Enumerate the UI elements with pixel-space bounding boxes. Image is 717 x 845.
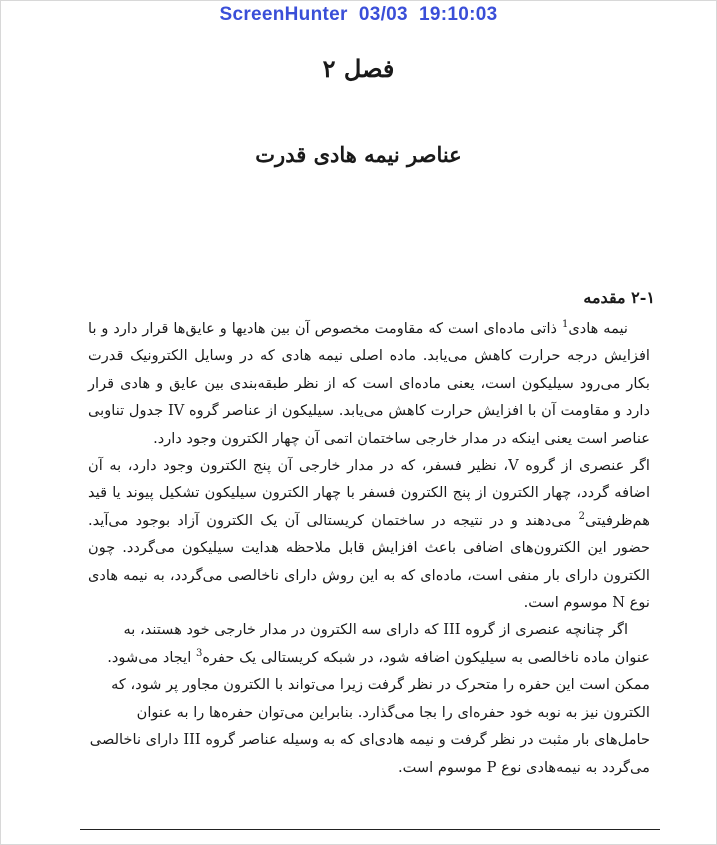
footnote-rule [80,829,660,830]
paragraph-3: اگر چنانچه عنصری از گروه III که دارای سه الکترون در مدار خارجی خود هستند، به عنوان ماده ناخالصی به سیلیکون اضافه شود، در شبکه کریستالی یک حفره$^3$ ایجاد می‌شود. ممکن است این حفره را متحرک در نظر گرفت زیرا می‌تواند با الکترون مجاور پر شود، که الکترون نیز به نوبه خود حفره‌ای را بجا می‌گذارد. بنابراین می‌توان حفره‌ها را به عنوان حامل‌های بار مثبت در نظر گرفت و نیمه هادی‌ای که به وسیله عناصر گروه III دارای ناخالصی می‌گردد به نیمه‌هادی نوع P موسوم است. [89,621,650,776]
screenhunter-watermark: ScreenHunter 03/03 19:10:03 [219,4,498,25]
footnote-marker-1: 1 [561,319,569,331]
paragraph-2: اگر عنصری از گروه V، نظیر فسفر، که در مدار خارجی آن پنج الکترون وجود دارد، به آن اضافه گردد، چهار الکترون از پنج الکترون فسفر با چهار الکترون سیلیکون تشکیل پیوند یا قید هم‌ظرفیتی$^2$ می‌دهند و در نتیجه در ساختمان کریستالی آن یک الکترون آزاد بوجود می‌آید. حضور این الکترون‌های اضافی باعث افزایش قابل ملاحظه هدایت سیلیکون می‌گردد. چون الکترون دارای بار منفی است، ماده‌ای که به این روش دارای ناخالصی می‌گردد، به نیمه هادی نوع N موسوم است. [88,457,650,612]
chapter-subtitle: عناصر نیمه هادی قدرت [255,142,462,167]
section-heading: ۲-۱ مقدمه [583,288,655,307]
paragraph-1: نیمه هادی$^1$ ذاتی ماده‌ای است که مقاومت مخصوص آن بین هادیها و عایق‌ها قرار دارد و با افزایش درجه حرارت کاهش می‌یابد. ماده اصلی نیمه هادی که در وسایل الکترونیک قدرت بکار می‌رود سیلیکون است، یعنی ماده‌ای است که از نظر طبقه‌بندی بین عایق و هادی قرار دارد و مقاومت آن با افزایش حرارت کاهش می‌یابد. سیلیکون از عناصر گروه IV جدول تناوبی عناصر است یعنی اینکه در مدار خارجی ساختمان اتمی آن چهار الکترون وجود دارد. [88,319,650,447]
chapter-title: فصل ۲ [322,54,395,83]
body-text [88,315,650,781]
footnote-marker-3: 3 [195,648,203,660]
footnote-marker-2: 2 [578,510,585,522]
